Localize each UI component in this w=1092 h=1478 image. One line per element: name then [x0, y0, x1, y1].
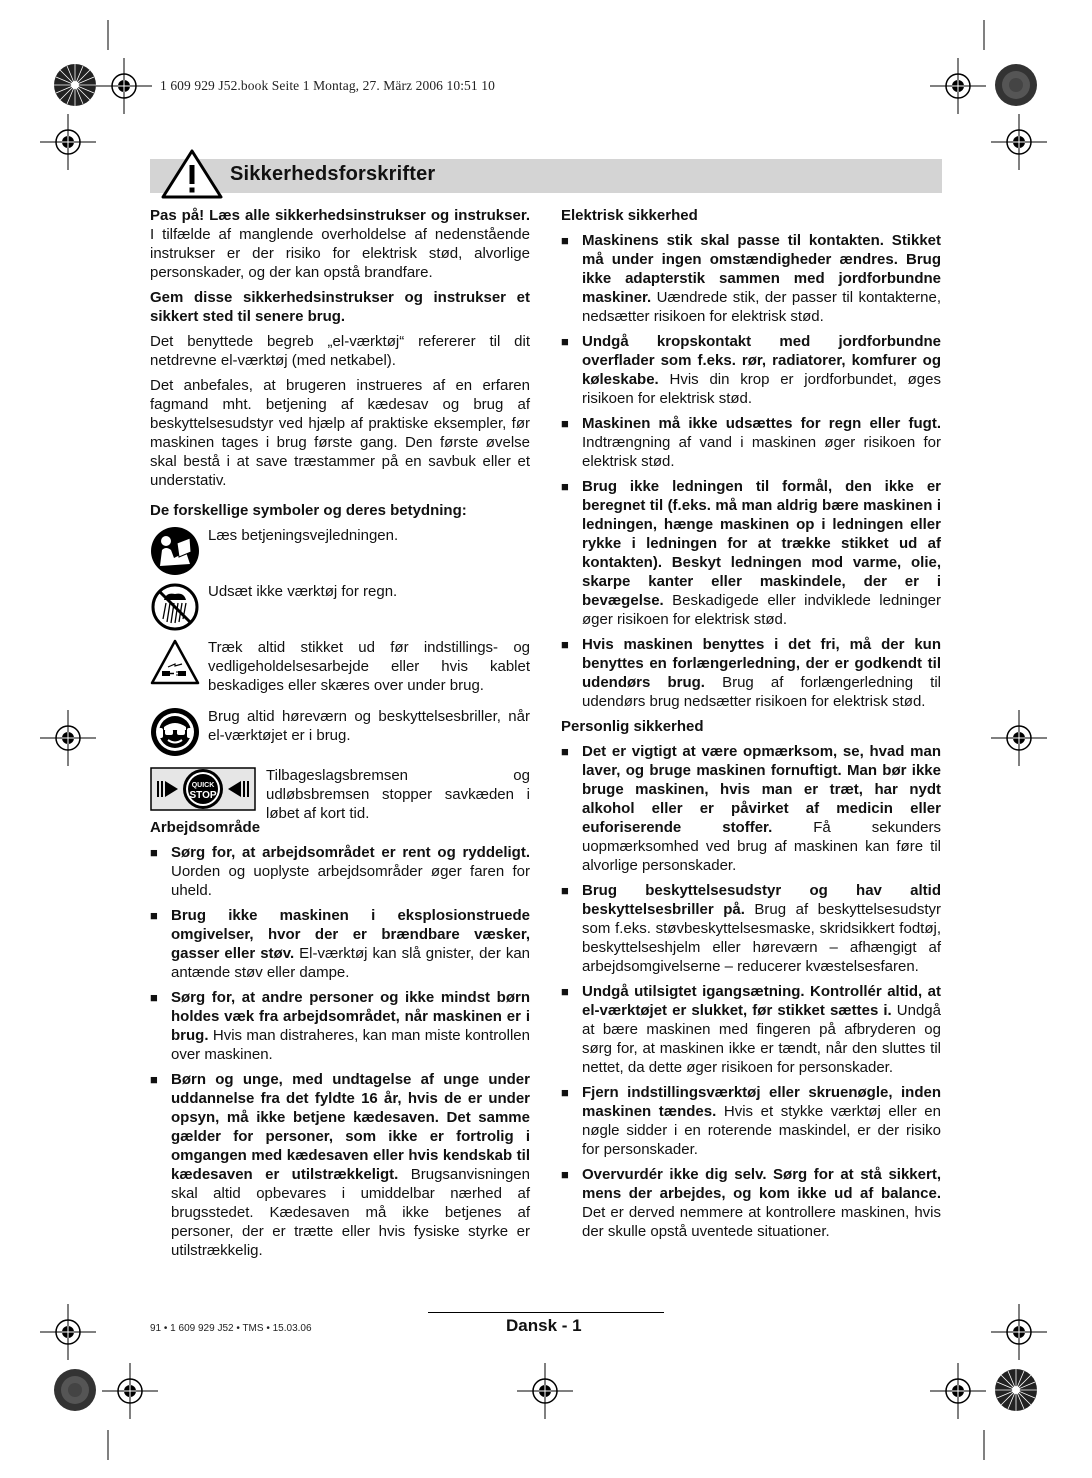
no-rain-icon — [150, 582, 200, 632]
ear-eye-protection-icon — [150, 707, 200, 757]
bullet-square-icon: ■ — [561, 1085, 569, 1100]
list-item: ■ Overvurdér ikke dig selv. Sørg for at stå sikkert, mens der arbejdes, og kom ikke ud af balance. Det er derved nemmere at kontrollere maskinen, hvis der skulle opstå uventede situationer. — [561, 1166, 941, 1240]
bullet-square-icon: ■ — [150, 845, 158, 860]
bullet-square-icon: ■ — [561, 637, 569, 652]
work-area-heading: Arbejdsområde — [150, 819, 261, 836]
list-item: ■ Sørg for, at arbejdsområdet er rent og ryddeligt. Uorden og uoplyste arbejdsområder øger faren for uheld. — [150, 844, 530, 899]
warning-triangle-icon — [160, 148, 224, 200]
page-number: Dansk - 1 — [506, 1316, 582, 1335]
symbol-row: Læs betjeningsvejledningen. — [150, 526, 530, 576]
quick-stop-badge-bottom: STOP — [189, 790, 217, 801]
term-paragraph: Det benyttede begreb „el-værktøj“ refererer til dit netdrevne el-værktøj (med netkabel). — [150, 333, 530, 369]
bullet-square-icon: ■ — [561, 479, 569, 494]
list-item: ■ Maskinen må ikke udsættes for regn eller fugt. Indtrængning af vand i maskinen øger risikoen for elektrisk stød. — [561, 415, 941, 470]
list-item: ■ Børn og unge, med undtagelse af unge under uddannelse fra det fyldte 16 år, hvis de er under opsyn, må ikke betjene kædesaven. Det samme gælder for personer, som ikke er fortrolig i omgangen med kædesaven eller hvis kendskab til kædesaven er utilstrækkeligt. Brugsanvisningen skal altid opbevares i umiddelbar nærhed af brugsstedet. Kædesaven må ikke betjenes af personer, der er trætte eller hvis fysiske styrke er utilstrækkelig. — [150, 1071, 530, 1259]
bullet-square-icon: ■ — [561, 233, 569, 248]
manual-icon — [150, 526, 200, 576]
bullet-square-icon: ■ — [150, 990, 158, 1005]
list-item: ■ Hvis maskinen benyttes i det fri, må der kun benyttes en forlængerledning, der er godkendt til udendørs brug. Brug af forlængerledning til udendørs brug nedsætter risikoen for elektrisk stød. — [561, 636, 941, 710]
list-item: ■ Sørg for, at andre personer og ikke mindst børn holdes væk fra arbejdsområdet, når maskinen er i brug. Hvis man distraheres, kan man miste kontrollen over maskinen. — [150, 989, 530, 1063]
symbol-row: Træk altid stikket ud før indstillings- og vedligeholdelsesarbejde eller hvis kablet beskadiges eller skæres over under brug. — [150, 638, 530, 701]
list-item: ■ Undgå kropskontakt med jordforbundne overflader som f.eks. rør, radiatorer, komfurer og køleskabe. Hvis din krop er jordforbundet, øges risikoen for elektrisk stød. — [561, 333, 941, 407]
bullet-square-icon: ■ — [561, 334, 569, 349]
page-title: Sikkerhedsforskrifter — [230, 163, 436, 185]
bullet-square-icon: ■ — [561, 744, 569, 759]
personal-heading: Personlig sikkerhed — [561, 718, 704, 735]
symbol-row: Udsæt ikke værktøj for regn. — [150, 582, 530, 632]
keep-instructions: Gem disse sikkerhedsinstrukser og instrukser et sikkert sted til senere brug. — [150, 289, 530, 325]
symbols-heading: De forskellige symboler og deres betydning: — [150, 502, 467, 519]
recommend-paragraph: Det anbefales, at brugeren instrueres af en erfaren fagmand mht. betjening af kædesav og brug af beskyttelsesudstyr ved hjælp af praktiske eksempler, før maskinen tages i brug første gang. Den første øvelse skal bestå i at save træstammer på en savbuk eller et understativ. — [150, 377, 530, 489]
list-item: ■ Brug ikke ledningen til formål, den ikke er beregnet til (f.eks. må man aldrig bære maskinen i ledningen, hænge maskinen op i ledningen eller rykke i ledningen for at trække stikket ud af kontakten). Beskyt ledningen mod varme, olie, skarpe kanter eller maskindele, der er i bevægelse. Beskadigede eller indviklede ledninger øger risikoen for elektrisk stød. — [561, 478, 941, 628]
color-wheel-bottom-left — [52, 1367, 98, 1413]
footer-code: 91 • 1 609 929 J52 • TMS • 15.03.06 — [150, 1323, 312, 1334]
footer-divider — [428, 1312, 664, 1313]
quick-stop-icon — [150, 767, 256, 811]
list-item: ■ Maskinens stik skal passe til kontakten. Stikket må under ingen omstændigheder ændres. Brug ikke adapterstik sammen med jordforbundne maskiner. Uændrede stik, der passer til kontakterne, nedsætter risikoen for elektrisk stød. — [561, 232, 941, 325]
bullet-square-icon: ■ — [561, 416, 569, 431]
color-wheel-top-left — [52, 62, 98, 108]
bullet-square-icon: ■ — [150, 1072, 158, 1087]
intro-paragraph: Pas på! Læs alle sikkerhedsinstrukser og instrukser. I tilfælde af manglende overholdelse af nedenstående instrukser er der risiko for elektrisk stød, alvorlige personskader, og der kan opstå brandfare. — [150, 207, 530, 281]
file-info-line: 1 609 929 J52.book Seite 1 Montag, 27. März 2006 10:51 10 — [160, 78, 495, 93]
right-column — [561, 206, 941, 1247]
color-wheel-top-right — [993, 62, 1039, 108]
symbol-row: QUICK STOP Tilbageslagsbremsen og udløbsbremsen stopper savkæden i løbet af kort tid. — [150, 767, 530, 825]
list-item: ■ Fjern indstillingsværktøj eller skruenøgle, inden maskinen tændes. Hvis et stykke værktøj eller en nøgle sidder i en roterende maskindel, er der risiko for personskader. — [561, 1084, 941, 1158]
bullet-square-icon: ■ — [150, 908, 158, 923]
quick-stop-badge-top: QUICK — [191, 782, 215, 789]
unplug-warning-icon — [150, 638, 200, 688]
bullet-square-icon: ■ — [561, 984, 569, 999]
bullet-square-icon: ■ — [561, 1167, 569, 1182]
list-item: ■ Brug ikke maskinen i eksplosionstruede omgivelser, hvor der er brændbare væsker, gasser eller støv. El-værktøj kan slå gnister, der kan antænde støv eller dampe. — [150, 907, 530, 981]
bullet-square-icon: ■ — [561, 883, 569, 898]
list-item: ■ Det er vigtigt at være opmærksom, se, hvad man laver, og bruge maskinen fornuftigt. Man bør ikke bruge maskinen, hvis man er træt, har nydt alkohol eller er påvirket af medicin eller euforiserende stoffer. Få sekunders uopmærksomhed ved brug af maskinen kan føre til alvorlige personskader. — [561, 743, 941, 874]
list-item: ■ Undgå utilsigtet igangsætning. Kontrollér altid, at el-værktøjet er slukket, før stikket sættes i. Undgå at bære maskinen med fingeren på afbryderen og sørg for, at maskinen ikke er tændt, når den sluttes til nettet, da dette øger risikoen for personskader. — [561, 983, 941, 1076]
left-column — [150, 206, 530, 1266]
electrical-heading: Elektrisk sikkerhed — [561, 207, 698, 224]
list-item: ■ Brug beskyttelsesudstyr og hav altid beskyttelsesbriller på. Brug af beskyttelsesudstyr som f.eks. støvbeskyttelsesmaske, skridsikkert fodtøj, beskyttelseshjelm eller høreværn – afhængigt af arbejdsomgivelserne – reducerer kvæstelsesfaren. — [561, 882, 941, 975]
symbol-row: Brug altid høreværn og beskyttelsesbriller, når el-værktøjet er i brug. — [150, 707, 530, 761]
color-wheel-bottom-right — [993, 1367, 1039, 1413]
